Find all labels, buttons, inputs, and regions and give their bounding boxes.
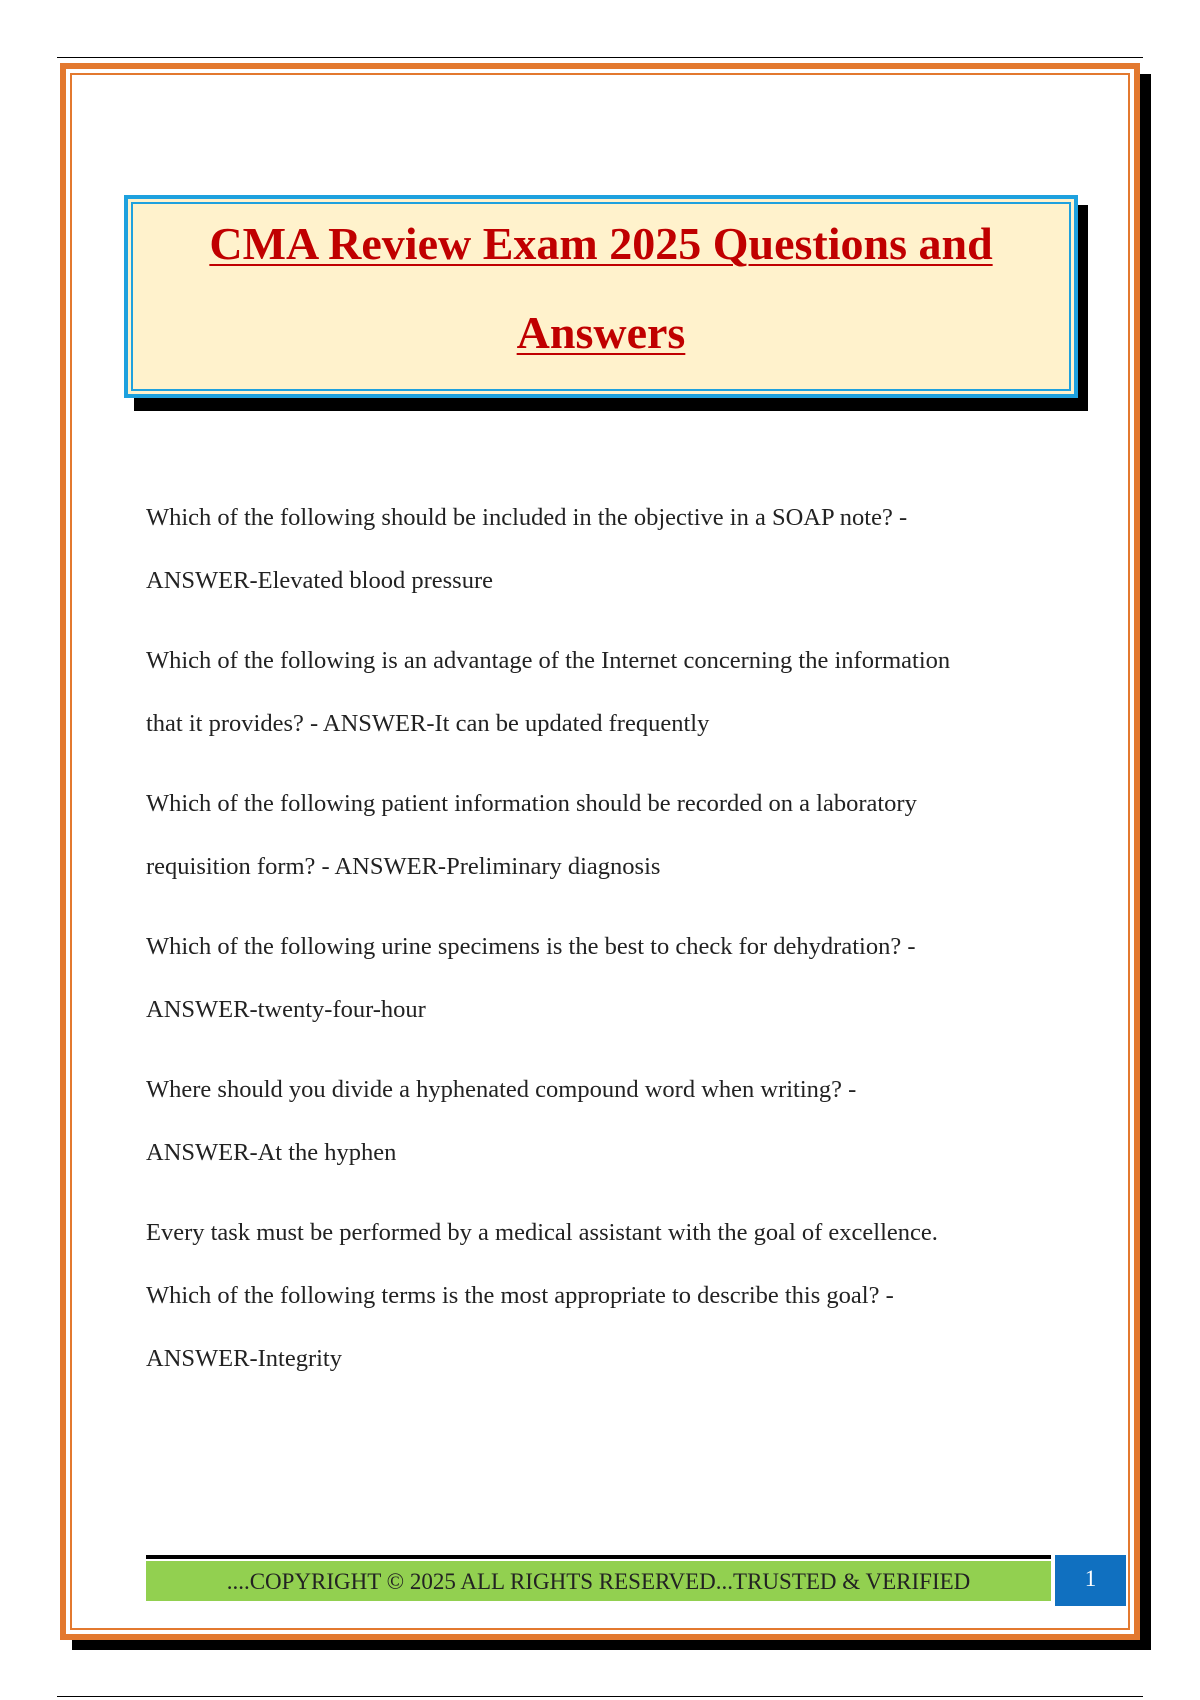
qa-item (146, 1058, 1081, 1184)
qa-line: Which of the following patient information should be recorded on a laboratory (146, 790, 917, 817)
qa-line: Where should you divide a hyphenated compound word when writing? - (146, 1076, 857, 1103)
bottom-rule (57, 1696, 1143, 1697)
qa-list (146, 486, 1081, 1407)
qa-line: that it provides? - ANSWER-It can be updated frequently (146, 710, 710, 737)
qa-item (146, 915, 1081, 1041)
document-title (140, 199, 1062, 377)
qa-item (146, 772, 1081, 898)
qa-item (146, 629, 1081, 755)
footer-rule (146, 1555, 1051, 1559)
document-title-line-2: Answers (516, 307, 686, 358)
qa-line: ANSWER-At the hyphen (146, 1139, 397, 1166)
title-box (124, 195, 1078, 398)
qa-item (146, 1201, 1081, 1390)
top-rule (57, 57, 1143, 58)
document-title-line-1: CMA Review Exam 2025 Questions and (209, 218, 993, 269)
qa-line: Which of the following terms is the most appropriate to describe this goal? - (146, 1282, 894, 1309)
qa-item (146, 486, 1081, 612)
copyright-footer: ....COPYRIGHT © 2025 ALL RIGHTS RESERVED...TRUSTED & VERIFIED (146, 1561, 1051, 1601)
qa-line: requisition form? - ANSWER-Preliminary diagnosis (146, 853, 661, 880)
qa-line: Every task must be performed by a medical assistant with the goal of excellence. (146, 1219, 938, 1246)
qa-line: ANSWER-Elevated blood pressure (146, 567, 493, 594)
qa-line: Which of the following is an advantage of the Internet concerning the information (146, 647, 951, 674)
qa-line: ANSWER-Integrity (146, 1345, 342, 1372)
qa-line: Which of the following urine specimens is the best to check for dehydration? - (146, 933, 916, 960)
page-number: 1 (1055, 1555, 1126, 1606)
qa-line: Which of the following should be included in the objective in a SOAP note? - (146, 504, 908, 531)
qa-line: ANSWER-twenty-four-hour (146, 996, 426, 1023)
